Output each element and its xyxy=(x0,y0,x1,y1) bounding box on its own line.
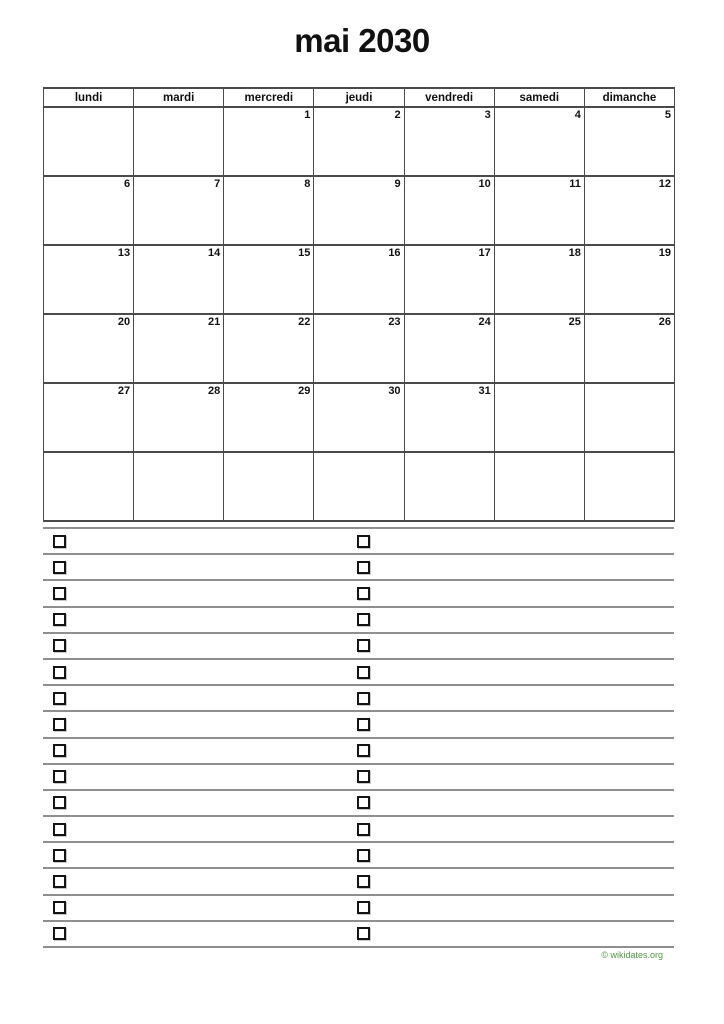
day-cell xyxy=(134,452,224,521)
todo-checkbox[interactable] xyxy=(357,561,370,574)
day-cell: 11 xyxy=(494,176,584,245)
day-cell: 26 xyxy=(584,314,674,383)
day-cell: 5 xyxy=(584,107,674,176)
day-cell xyxy=(584,452,674,521)
todo-checkbox[interactable] xyxy=(53,639,66,652)
todo-checkbox[interactable] xyxy=(53,770,66,783)
checklist-row xyxy=(43,634,674,660)
notes-checklist xyxy=(43,527,674,948)
page-title: mai 2030 xyxy=(294,22,430,59)
week-row xyxy=(44,314,675,383)
day-cell: 14 xyxy=(134,245,224,314)
todo-checkbox[interactable] xyxy=(53,535,66,548)
day-cell xyxy=(224,452,314,521)
day-header-vendredi: vendredi xyxy=(404,88,494,107)
todo-checkbox[interactable] xyxy=(53,823,66,836)
todo-checkbox[interactable] xyxy=(53,849,66,862)
checklist-row xyxy=(43,581,674,607)
day-cell: 4 xyxy=(494,107,584,176)
day-cell xyxy=(314,452,404,521)
day-cell: 29 xyxy=(224,383,314,452)
day-cell: 27 xyxy=(44,383,134,452)
calendar-header xyxy=(44,88,675,107)
day-header-row xyxy=(44,88,675,107)
day-cell xyxy=(134,107,224,176)
todo-checkbox[interactable] xyxy=(357,901,370,914)
checklist-row xyxy=(43,791,674,817)
day-cell xyxy=(494,383,584,452)
checklist-row xyxy=(43,608,674,634)
todo-checkbox[interactable] xyxy=(357,718,370,731)
todo-checkbox[interactable] xyxy=(357,823,370,836)
week-row xyxy=(44,107,675,176)
checklist-row xyxy=(43,869,674,895)
todo-checkbox[interactable] xyxy=(53,796,66,809)
todo-checkbox[interactable] xyxy=(357,796,370,809)
day-cell: 3 xyxy=(404,107,494,176)
todo-checkbox[interactable] xyxy=(357,849,370,862)
todo-checkbox[interactable] xyxy=(357,639,370,652)
todo-checkbox[interactable] xyxy=(53,901,66,914)
day-cell: 19 xyxy=(584,245,674,314)
day-cell xyxy=(494,452,584,521)
todo-checkbox[interactable] xyxy=(357,875,370,888)
checklist-row xyxy=(43,555,674,581)
day-cell: 31 xyxy=(404,383,494,452)
checklist-row xyxy=(43,712,674,738)
checklist-row xyxy=(43,739,674,765)
day-header-dimanche: dimanche xyxy=(584,88,674,107)
week-row xyxy=(44,245,675,314)
todo-checkbox[interactable] xyxy=(357,692,370,705)
todo-checkbox[interactable] xyxy=(53,666,66,679)
checklist-row xyxy=(43,660,674,686)
day-cell: 21 xyxy=(134,314,224,383)
todo-checkbox[interactable] xyxy=(53,927,66,940)
todo-checkbox[interactable] xyxy=(357,535,370,548)
day-cell: 10 xyxy=(404,176,494,245)
day-cell: 16 xyxy=(314,245,404,314)
todo-checkbox[interactable] xyxy=(53,613,66,626)
day-header-jeudi: jeudi xyxy=(314,88,404,107)
calendar-body xyxy=(44,107,675,521)
week-row xyxy=(44,383,675,452)
todo-checkbox[interactable] xyxy=(357,613,370,626)
day-cell: 12 xyxy=(584,176,674,245)
day-cell xyxy=(44,107,134,176)
day-cell: 24 xyxy=(404,314,494,383)
day-cell: 28 xyxy=(134,383,224,452)
todo-checkbox[interactable] xyxy=(357,770,370,783)
checklist-row xyxy=(43,843,674,869)
week-row xyxy=(44,452,675,521)
day-cell xyxy=(404,452,494,521)
todo-checkbox[interactable] xyxy=(53,692,66,705)
checklist-row xyxy=(43,922,674,948)
day-cell xyxy=(584,383,674,452)
day-cell: 20 xyxy=(44,314,134,383)
day-cell: 18 xyxy=(494,245,584,314)
credit-watermark: © wikidates.org xyxy=(601,950,663,960)
checklist-row xyxy=(43,896,674,922)
todo-checkbox[interactable] xyxy=(357,744,370,757)
day-cell: 23 xyxy=(314,314,404,383)
todo-checkbox[interactable] xyxy=(357,587,370,600)
todo-checkbox[interactable] xyxy=(53,744,66,757)
day-header-mardi: mardi xyxy=(134,88,224,107)
day-cell xyxy=(44,452,134,521)
day-header-lundi: lundi xyxy=(44,88,134,107)
todo-checkbox[interactable] xyxy=(53,561,66,574)
day-cell: 30 xyxy=(314,383,404,452)
day-cell: 1 xyxy=(224,107,314,176)
day-cell: 13 xyxy=(44,245,134,314)
day-cell: 9 xyxy=(314,176,404,245)
todo-checkbox[interactable] xyxy=(53,875,66,888)
todo-checkbox[interactable] xyxy=(53,718,66,731)
todo-checkbox[interactable] xyxy=(357,927,370,940)
day-header-samedi: samedi xyxy=(494,88,584,107)
checklist-row xyxy=(43,529,674,555)
day-cell: 22 xyxy=(224,314,314,383)
todo-checkbox[interactable] xyxy=(357,666,370,679)
day-cell: 2 xyxy=(314,107,404,176)
todo-checkbox[interactable] xyxy=(53,587,66,600)
day-cell: 7 xyxy=(134,176,224,245)
checklist-row xyxy=(43,817,674,843)
day-cell: 25 xyxy=(494,314,584,383)
day-cell: 8 xyxy=(224,176,314,245)
checklist-row xyxy=(43,765,674,791)
checklist-row xyxy=(43,686,674,712)
day-cell: 6 xyxy=(44,176,134,245)
month-calendar xyxy=(43,87,675,522)
week-row xyxy=(44,176,675,245)
day-cell: 17 xyxy=(404,245,494,314)
day-header-mercredi: mercredi xyxy=(224,88,314,107)
day-cell: 15 xyxy=(224,245,314,314)
